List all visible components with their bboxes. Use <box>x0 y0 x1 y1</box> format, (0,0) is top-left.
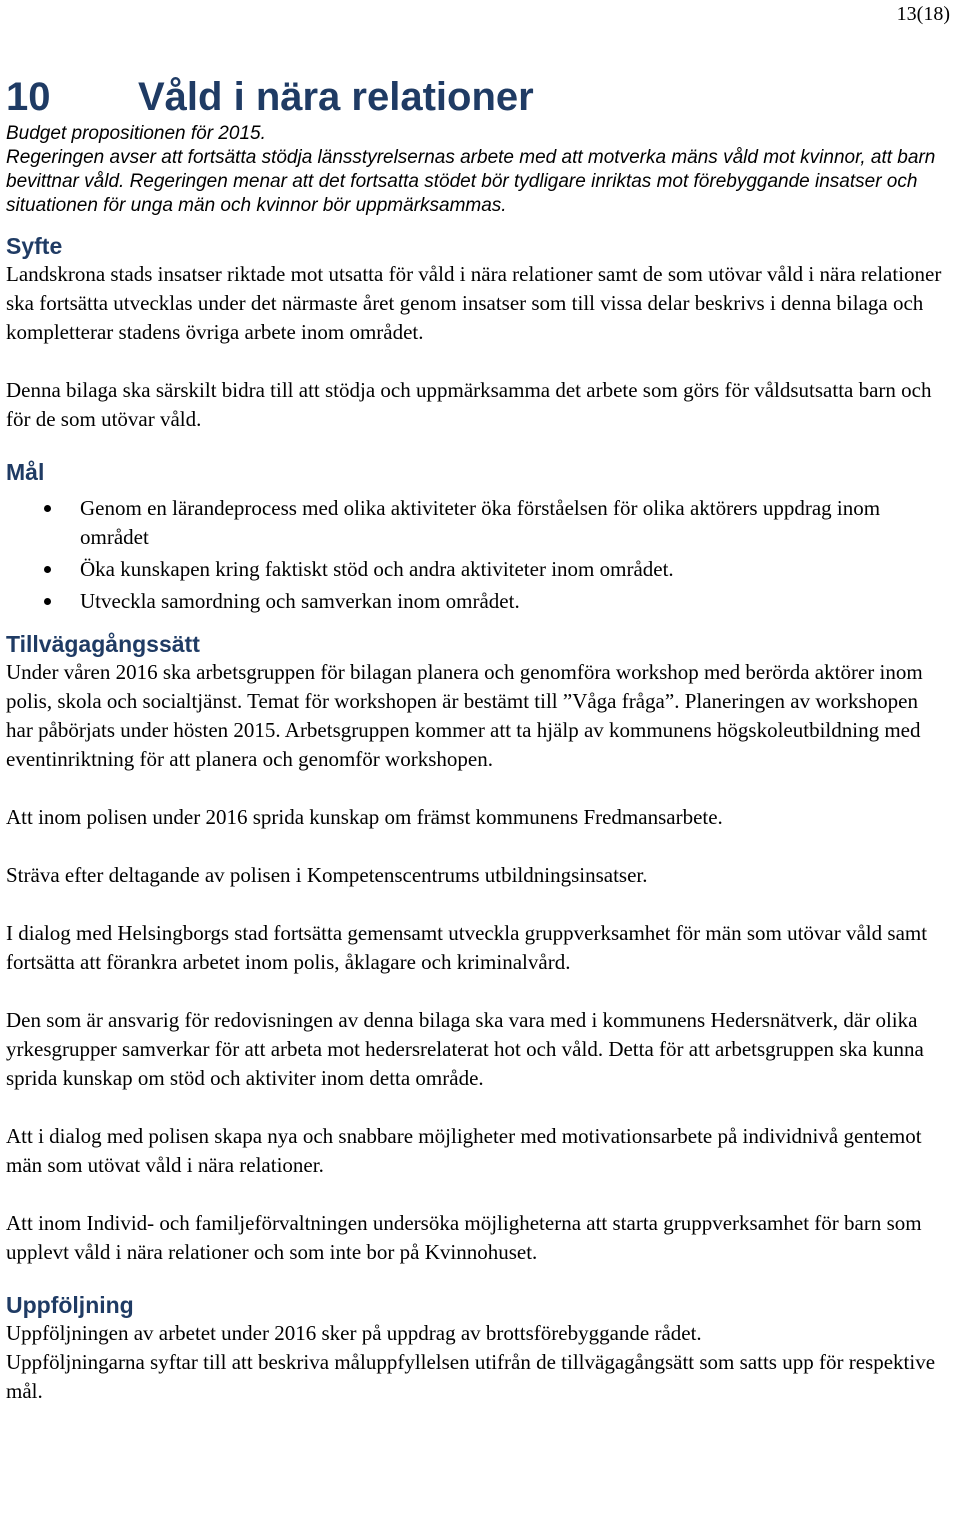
page-number: 13(18) <box>896 3 950 25</box>
heading-tillvagagangssatt: Tillvägagångssätt <box>6 631 200 657</box>
method-paragraph: I dialog med Helsingborgs stad fortsätta gemensamt utveckla gruppverksamhet för män som utövar våld samt fortsätta att förankra arbetet inom polis, åklagare och kriminalvård. <box>6 921 928 974</box>
heading-syfte: Syfte <box>6 233 63 259</box>
method-paragraph: Under våren 2016 ska arbetsgruppen för bilagan planera och genomföra workshop med berörda aktörer inom polis, skola och socialtjänst. Temat för workshopen är bestämt till ”Våga fråga”. Planeringen av workshopen har påbörjats under hösten 2015. Arbetsgruppen kommer att ta hjälp av kommunens högskoleutbildning med eventinriktning för att planera och genomför workshopen. <box>6 660 923 771</box>
syfte-paragraph: Denna bilaga ska särskilt bidra till att stödja och uppmärksamma det arbete som görs för våldsutsatta barn och för de som utövar våld. <box>6 378 932 431</box>
chapter-number: 10 <box>6 75 51 119</box>
chapter-title-text: Våld i nära relationer <box>138 75 534 119</box>
goal-text: Utveckla samordning och samverkan inom området. <box>80 589 520 613</box>
method-paragraph: Den som är ansvarig för redovisningen av denna bilaga ska vara med i kommunens Hedersnätverk, där olika yrkesgrupper samverkar för att arbeta mot hedersrelaterat hot och våld. Detta för att arbetsgruppen ska kunna sprida kunskap om stöd och aktiviter inom detta område. <box>6 1008 924 1090</box>
goal-list-item <box>6 494 946 552</box>
goal-list <box>6 494 946 616</box>
goal-list-item <box>6 555 946 584</box>
goal-list-item <box>6 587 946 616</box>
bullet-icon <box>44 598 51 605</box>
page-content <box>6 72 946 1406</box>
intro-paragraph: Regeringen avser att fortsätta stödja länsstyrelsernas arbete med att motverka mäns våld mot kvinnor, att barn bevittnar våld. Regeringen menar att det fortsatta stödet bör tydligare inriktas mot förebyggande insatser och situationen för unga män och kvinnor bör uppmärksammas. <box>6 147 936 216</box>
method-paragraph: Att inom Individ- och familjeförvaltningen undersöka möjligheterna att starta gruppverksamhet för barn som upplevt våld i nära relationer och som inte bor på Kvinnohuset. <box>6 1211 922 1264</box>
followup-paragraph: Uppföljningarna syftar till att beskriva måluppfyllelsen utifrån de tillvägagångsätt som satts upp för respektive mål. <box>6 1350 936 1403</box>
bullet-icon <box>44 505 51 512</box>
method-paragraph: Att inom polisen under 2016 sprida kunskap om främst kommunens Fredmansarbete. <box>6 805 723 829</box>
followup-paragraph: Uppföljningen av arbetet under 2016 sker på uppdrag av brottsförebyggande rådet. <box>6 1321 702 1345</box>
method-paragraph: Sträva efter deltagande av polisen i Kompetenscentrums utbildningsinsatser. <box>6 863 648 887</box>
intro-line: Budget propositionen för 2015. <box>6 123 266 144</box>
method-paragraph: Att i dialog med polisen skapa nya och snabbare möjligheter med motivationsarbete på individnivå gentemot män som utövat våld i nära relationer. <box>6 1124 922 1177</box>
heading-uppfoljning: Uppföljning <box>6 1292 134 1318</box>
bullet-icon <box>44 566 51 573</box>
goal-text: Öka kunskapen kring faktiskt stöd och andra aktiviteter inom området. <box>80 557 674 581</box>
syfte-paragraph: Landskrona stads insatser riktade mot utsatta för våld i nära relationer samt de som utövar våld i nära relationer ska fortsätta utvecklas under det närmaste året genom insatser som till vissa delar beskrivs i denna bilaga och kompletterar stadens övriga arbete inom området. <box>6 262 942 344</box>
chapter-title <box>6 72 946 122</box>
heading-mal: Mål <box>6 459 45 485</box>
goal-text: Genom en lärandeprocess med olika aktiviteter öka förståelsen för olika aktörers uppdrag inom området <box>80 496 881 549</box>
